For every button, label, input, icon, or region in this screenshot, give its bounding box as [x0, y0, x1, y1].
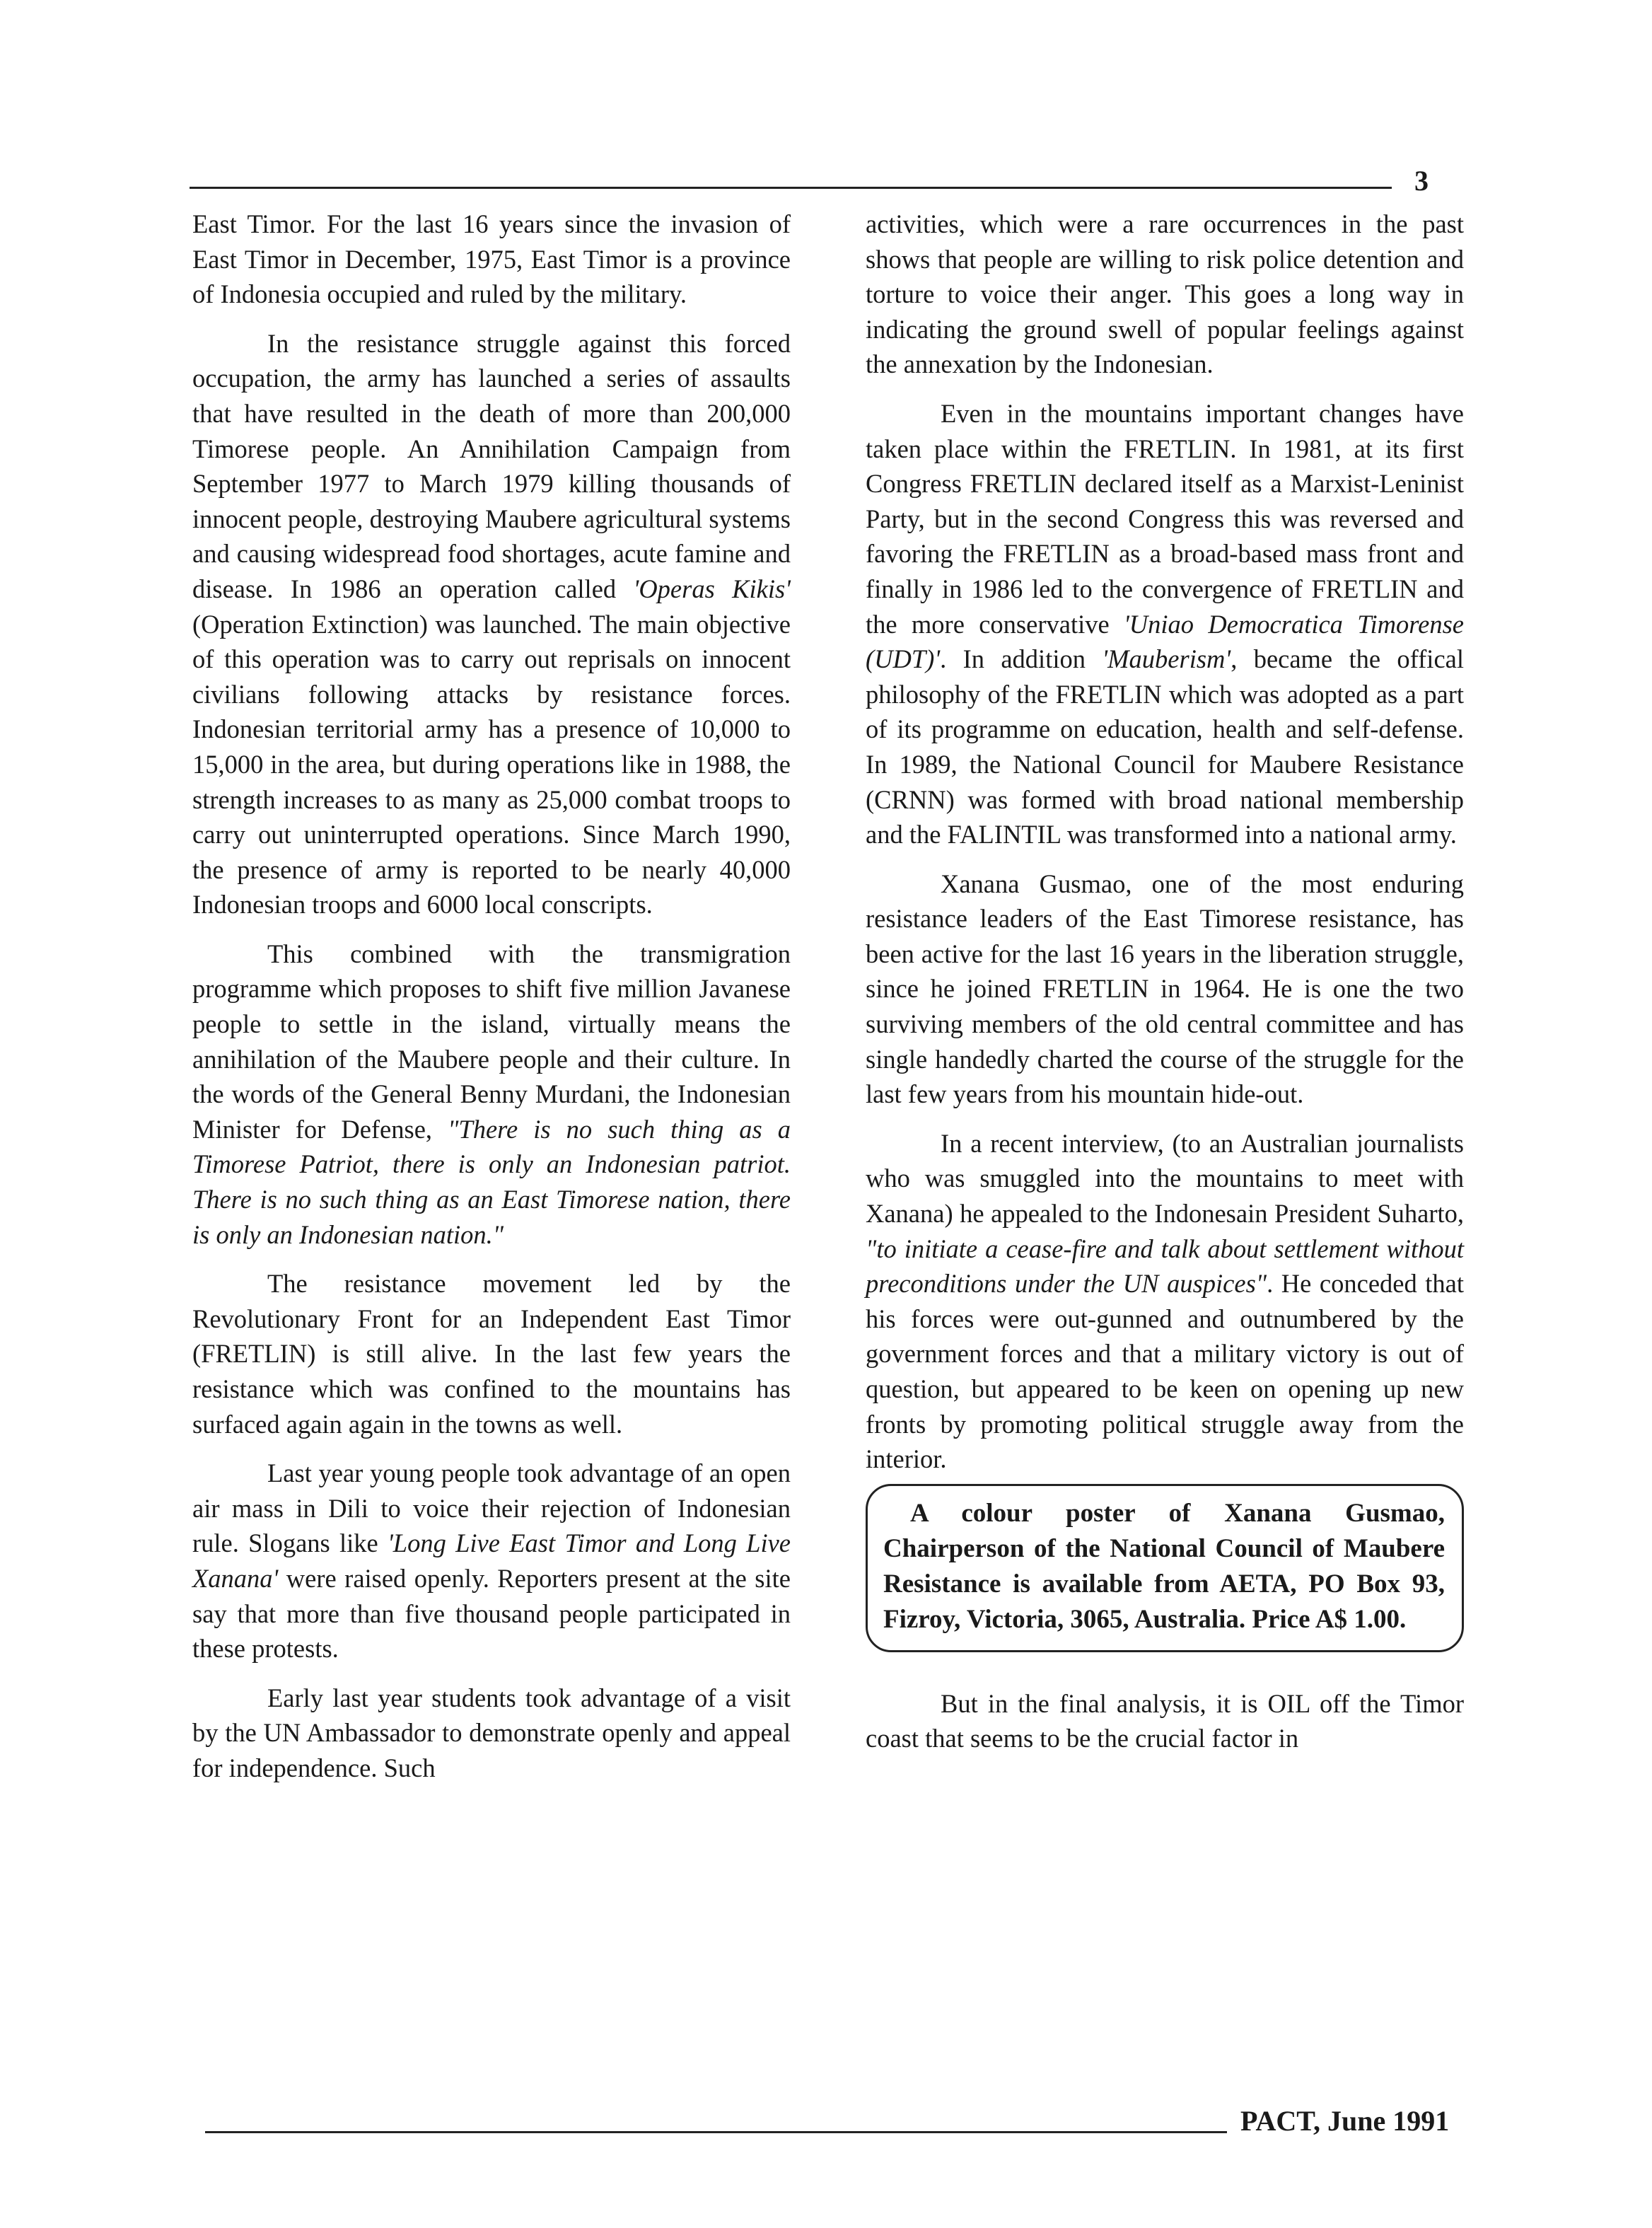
- paragraph: But in the final analysis, it is OIL off the Timor coast that seems to be the crucial factor in: [866, 1688, 1464, 1753]
- paragraph: East Timor. For the last 16 years since the invasion of East Timor in December, 1975, East Timor is a province of Indonesia occupied and ruled by the military.: [192, 209, 791, 309]
- poster-notice-text: A colour poster of Xanana Gusmao, Chairperson of the National Council of Maubere Resistance is available from AETA, PO Box 93, Fizroy, Victoria, 3065, Australia. Price A$ 1.00.: [883, 1498, 1445, 1634]
- paragraph: Xanana Gusmao, one of the most enduring resistance leaders of the East Timorese resistance, has been active for the last 16 years in the liberation struggle, since he joined FRETLIN in 1964. He is one the two surviving members of the old central committee and has single handedly charted the course of the struggle for the last few years from his mountain hide-out.: [866, 869, 1464, 1109]
- paragraph: This combined with the transmigration programme which proposes to shift five million Javanese people to settle in the island, virtually means the annihilation of the Maubere people and their culture. In the words of the General Benny Murdani, the Indonesian Minister for Defense, "There is no such thing as a Timorese Patriot, there is only an Indonesian patriot. There is no such thing as an East Timorese nation, there is only an Indonesian nation.": [192, 939, 791, 1249]
- header-rule: [190, 187, 1392, 189]
- paragraph: activities, which were a rare occurrences in the past shows that people are willing to risk police detention and torture to voice their anger. This goes a long way in indicating the ground swell of popular feelings against the annexation by the Indonesian.: [866, 209, 1464, 379]
- poster-notice-box: [866, 1484, 1464, 1652]
- paragraph: Last year young people took advantage of an open air mass in Dili to voice their rejection of Indonesian rule. Slogans like 'Long Live East Timor and Long Live Xanana' were raised openly. Reporters present at the site say that more than five thousand people participated in these protests.: [192, 1458, 791, 1664]
- paragraph: Even in the mountains important changes have taken place within the FRETLIN. In 1981, at its first Congress FRETLIN declared itself as a Marxist-Leninist Party, but in the second Congress this was reversed and favoring the FRETLIN as a broad-based mass front and finally in 1986 led to the convergence of FRETLIN and the more conservative 'Uniao Democratica Timorense (UDT)'. In addition 'Mauberism', became the offical philosophy of the FRETLIN which was adopted as a part of its programme on education, health and self-defense. In 1989, the National Council for Maubere Resistance (CRNN) was formed with broad national membership and the FALINTIL was transformed into a national army.: [866, 398, 1464, 849]
- quote-murdani: "There is no such thing as a Timorese Patriot, there is only an Indonesian patriot. There is no such thing as an East Timorese nation, there is only an Indonesian nation.": [192, 1114, 791, 1249]
- quote-xanana: "to initiate a cease-fire and talk about settlement without preconditions under the UN auspices": [866, 1234, 1464, 1299]
- paragraph: Early last year students took advantage of a visit by the UN Ambassador to demonstrate openly and appeal for independence. Such: [192, 1683, 791, 1782]
- footer-publication: PACT, June 1991: [1240, 2105, 1450, 2137]
- footer-rule: [205, 2131, 1227, 2133]
- paragraph: In a recent interview, (to an Australian journalists who was smuggled into the mountains to meet with Xanana) he appealed to the Indonesain President Suharto, "to initiate a cease-fire and talk about settlement without preconditions under the UN auspices". He conceded that his forces were out-gunned and outnumbered by the government forces and that a military victory is out of question, but appeared to be keen on opening up new fronts by promoting political struggle away from the interior.: [866, 1128, 1465, 1474]
- right-column: [866, 207, 1464, 1756]
- paragraph: In the resistance struggle against this forced occupation, the army has launched a series of assaults that have resulted in the death of more than 200,000 Timorese people. An Annihilation Campaign from September 1977 to March 1979 killing thousands of innocent people, destroying Maubere agricultural systems and causing widespread food shortages, acute famine and disease. In 1986 an operation called 'Operas Kikis' (Operation Extinction) was launched. The main objective of this operation was to carry out reprisals on innocent civilians following attacks by resistance forces. Indonesian territorial army has a presence of 10,000 to 15,000 in the area, but during operations like in 1988, the strength increases to as many as 25,000 combat troops to carry out uninterrupted operations. Since March 1990, the presence of army is reported to be nearly 40,000 Indonesian troops and 6000 local conscripts.: [192, 328, 791, 919]
- left-column: [192, 207, 791, 1786]
- page-number: 3: [1414, 165, 1429, 197]
- paragraph: The resistance movement led by the Revolutionary Front for an Independent East Timor (FRETLIN) is still alive. In the last few years the resistance which was confined to the mountains has surfaced again again in the towns as well.: [192, 1269, 791, 1439]
